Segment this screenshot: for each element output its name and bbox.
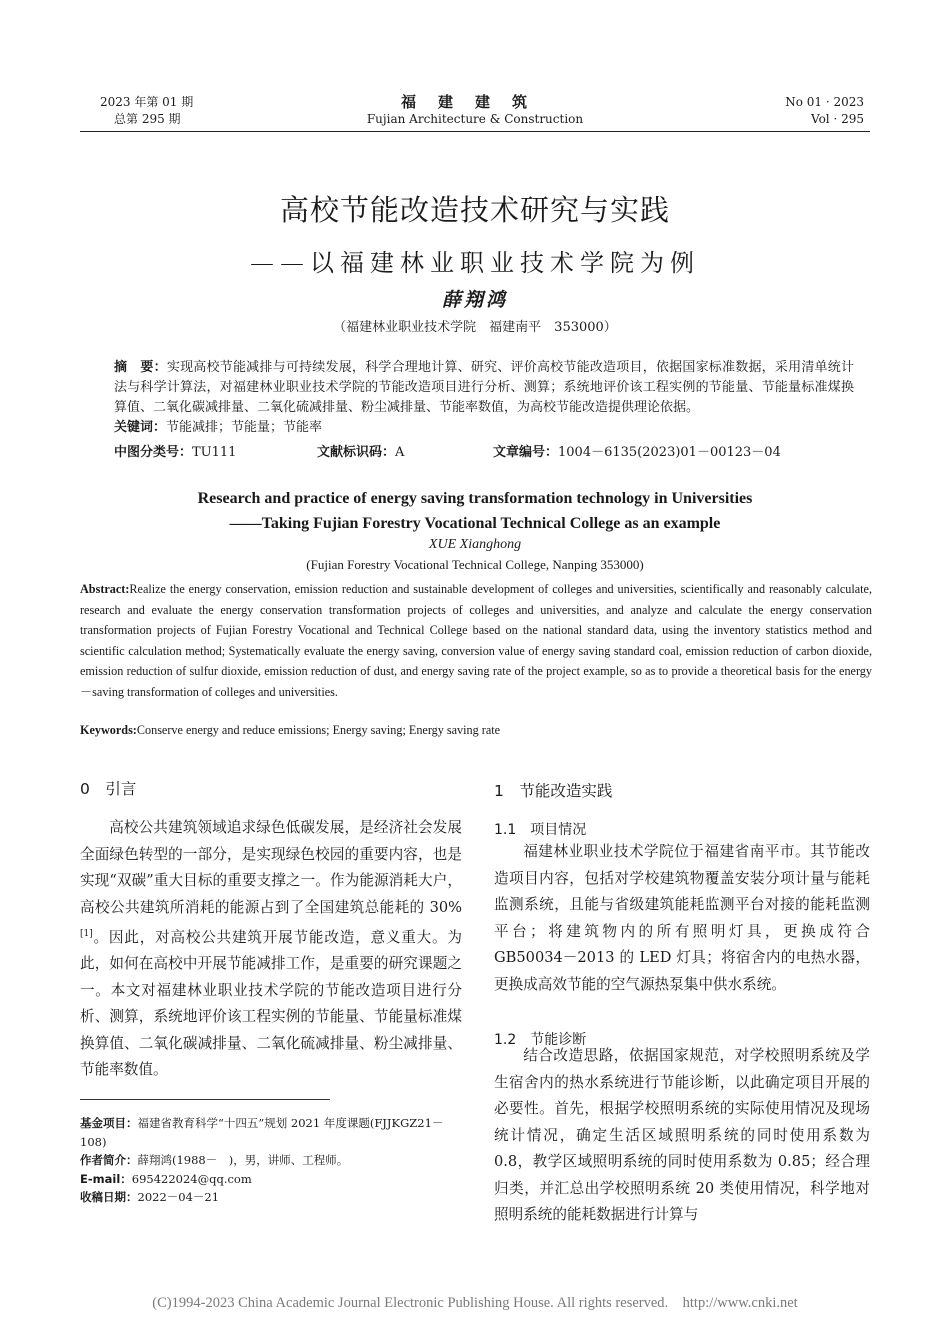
volume-info [785,94,864,128]
abstract-cn [114,358,854,438]
abstract-en-text: Realize the energy conservation, emission reduction and sustainable development of colleges and universities, scientifically and reasonably calculate, research and evaluate the energy conservation transformation projects of colleges and universities, and analyze and calculate the energy conservation transformation projects of Fujian Forestry Vocational and Technical College based on the national standard data, using the inventory statistics method and scientific calculation method; Systematically evaluate the energy saving, conversion value of energy saving standard coal, emission reduction of carbon dioxide, emission reduction of sulfur dioxide, emission reduction of dust, and energy saving rate of the project example, so as to provide a theoretical basis for the energy－saving transformation of colleges and universities. [80,582,872,699]
paper-subtitle: ——以福建林业职业技术学院为例 [250,249,700,277]
issue-year: 2023 年第 01 期 [100,95,194,109]
author-affiliation: （福建林业职业技术学院 福建南平 353000） [333,320,617,335]
email-address[interactable]: 695422024@qq.com [131,1171,252,1186]
email-label: E-mail： [80,1171,132,1186]
section-1-1-heading: 1.1 项目情况 [494,822,587,838]
classification-row [114,441,854,461]
section-0-heading: 0 引言 [80,780,137,798]
section-0-body [80,815,462,1084]
doc-code-label: 文献标识码： [317,445,396,460]
fund-text: 福建省教育科学“十四五”规划 2021 年度课题(FJJKGZ21－108) [80,1116,444,1149]
copyright-notice: (C)1994-2023 China Academic Journal Electronic Publishing House. All rights reserved. http://www.cnki.net [152,1295,798,1311]
abstract-cn-label: 摘 要： [114,360,167,375]
journal-name-en: Fujian Architecture & Construction [366,112,584,126]
issue-total: 总第 295 期 [114,112,181,126]
keywords-en [80,723,872,738]
received-date-label: 收稿日期： [80,1190,138,1204]
abstract-en [80,579,872,703]
english-title [0,486,950,536]
article-no-value: 1004－6135(2023)01－00123－04 [558,445,781,460]
keywords-cn-label: 关键词： [114,420,167,435]
section-1-2-body: 结合改造思路，依据国家规范，对学校照明系统及学生宿舍内的热水系统进行节能诊断，以此确定项目开展的必要性。首先，根据学校照明系统的实际使用情况及现场统计情况，确定生活区域照明系统的同时使用系数为 0.8，教学区域照明系统的同时使用系数为 0.85；经合理归类，并汇总出学校照明系统 20 类使用情况，科学地对照明系统的能耗数据进行计算与 [494,1047,870,1223]
paper-title: 高校节能改造技术研究与实践 [279,193,670,227]
volume-number: No 01 · 2023 [785,95,864,109]
journal-name-cn: 福建建筑 [400,93,549,111]
section-0-text-b: 。因此，对高校公共建筑开展节能改造，意义重大。为此，如何在高校中开展节能减排工作，是重要的研究课题之一。本文对福建林业职业技术学院的节能改造项目进行分析、测算，系统地评价该工程实例的节能量、节能量标准煤换算值、二氧化碳减排量、二氧化硫减排量、粉尘减排量、节能率数值。 [80,928,462,1079]
keywords-en-text: Conserve energy and reduce emissions; Energy saving; Energy saving rate [136,723,501,737]
citation-1[interactable]: [1] [80,929,93,939]
section-0-text-a: 高校公共建筑领域追求绿色低碳发展，是经济社会发展全面绿色转型的一部分，是实现绿色校园的重要内容，也是实现“双碳”重大目标的重要支撑之一。作为能源消耗大户，高校公共建筑所消耗的能源占到了全国建筑总能耗的 30% [80,819,462,916]
footnote-rule [80,1099,330,1100]
article-no-label: 文章编号： [493,445,559,460]
clc-label: 中图分类号： [114,445,193,460]
header-rule [80,131,870,132]
fund-label: 基金项目： [80,1116,138,1130]
keywords-en-label: Keywords: [80,723,137,737]
keywords-cn: 节能减排；节能量；节能率 [166,420,323,435]
received-date: 2022－04－21 [137,1190,220,1204]
doc-code-value: A [395,445,405,460]
english-affiliation: (Fujian Forestry Vocational Technical College, Nanping 353000) [306,557,644,572]
english-title-line1: Research and practice of energy saving transformation technology in Universities [197,490,753,507]
volume-total: Vol · 295 [811,112,864,126]
author-bio: 薛翔鸿(1988－ )，男，讲师、工程师。 [137,1153,349,1167]
author-bio-label: 作者简介： [80,1153,138,1167]
english-author: XUE Xianghong [428,537,522,552]
section-1-1-body: 福建林业职业技术学院位于福建省南平市。其节能改造项目内容，包括对学校建筑物覆盖安装分项计量与能耗监测系统，且能与省级建筑能耗监测平台对接的能耗监测平台；将建筑物内的所有照明灯具，更换成符合 GB50034－2013 的 LED 灯具；将宿舍内的电热水器，更换成高效节能的空气源热泵集中供水系统。 [494,843,870,993]
section-1-2-heading: 1.2 节能诊断 [494,1032,587,1048]
clc-value: TU111 [192,445,237,460]
footnotes [80,1114,464,1207]
abstract-en-label: Abstract: [80,582,130,596]
author-name: 薛翔鸿 [441,289,508,311]
section-1-heading: 1 节能改造实践 [494,782,613,800]
abstract-cn-text: 实现高校节能减排与可持续发展，科学合理地计算、研究、评价高校节能改造项目，依据国家标准数据，采用清单统计法与科学计算法，对福建林业职业技术学院的节能改造项目进行分析、测算；系统地评价该工程实例的节能量、节能量标准煤换算值、二氧化碳减排量、二氧化硫减排量、粉尘减排量、节能率数值，为高校节能改造提供理论依据。 [114,360,854,415]
english-title-line2: ——Taking Fujian Forestry Vocational Technical College as an example [229,515,721,532]
